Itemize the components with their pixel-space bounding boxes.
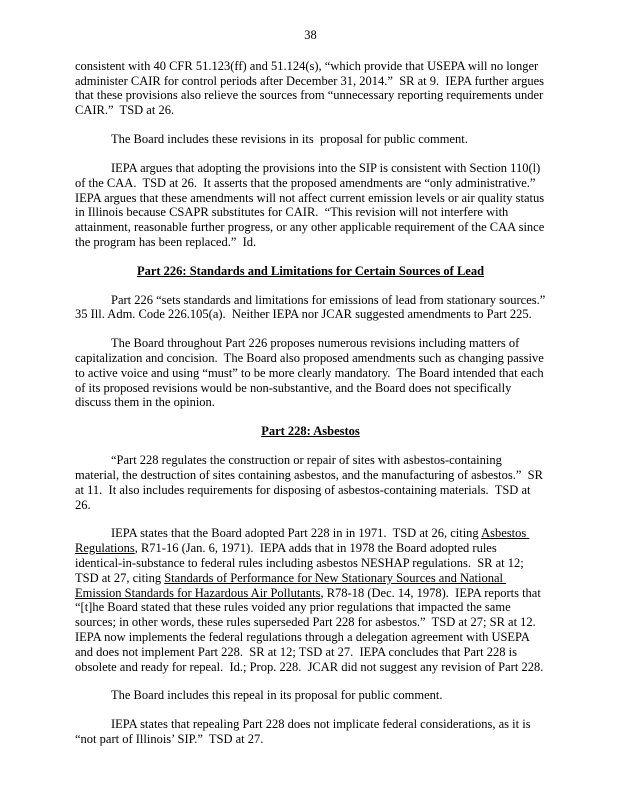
paragraph-iepa-sip-argument: IEPA argues that adopting the provisions into the SIP is consistent with Section 110(l) of the CAA. TSD at 26. It asserts that the proposed amendments are “only administrative.” IEPA argues that these amendments will not affect current emission levels or air quality status in Illinois because CSAPR substitutes for CAIR. “This revision will not interfere with attainment, reasonable further progress, or any other applicable requirement of the CAA since the program has been replaced.” Id. (75, 160, 548, 249)
citation-asbestos-regulations: Asbestos Regulations (75, 526, 530, 556)
paragraph-part-228-description: “Part 228 regulates the construction or repair of sites with asbestos-containing material, the destruction of sites containing asbestos, and the manufacturing of asbestos.” SR at 11. It also includes requirements for disposing of asbestos-containing materials. TSD at 26. (75, 453, 547, 512)
text-run: , R71-16 (Jan. 6, 1971). IEPA adds that in 1978 the Board adopted rules identical-in-substance to federal rules including asbestos NESHAP regulations. SR at 12; TSD at 27, citing (75, 541, 527, 585)
paragraph-board-part-226-revisions: The Board throughout Part 226 proposes numerous revisions including matters of capitalization and concision. The Board also proposed amendments such as changing passive to active voice and using “must” to be more clearly mandatory. The Board intended that each of its proposed revisions would be non-substantive, and the Board does not specifically discuss them in the opinion. (75, 336, 547, 410)
heading-part-228: Part 228: Asbestos (261, 424, 360, 439)
paragraph-cair-continuation: consistent with 40 CFR 51.123(ff) and 51.124(s), “which provide that USEPA will no longer administer CAIR for control periods after December 31, 2014.” SR at 9. IEPA further argues that these provisions also relieve the sources from “unnecessary reporting requirements under CAIR.” TSD at 26. (75, 58, 548, 118)
paragraph-part-228-history (75, 526, 546, 674)
paragraph-board-includes-revisions: The Board includes these revisions in its proposal for public comment. (111, 132, 468, 147)
paragraph-board-includes-repeal: The Board includes this repeal in its proposal for public comment. (111, 688, 443, 703)
heading-part-226: Part 226: Standards and Limitations for Certain Sources of Lead (136, 263, 485, 278)
citation-standards-of-performance: Standards of Performance for New Stationary Sources and National Emission Standards for Hazardous Air Pollutants (75, 570, 507, 600)
text-run: IEPA states that the Board adopted Part 228 in in 1971. TSD at 26, citing (111, 526, 482, 541)
text-run: , R78-18 (Dec. 14, 1978). IEPA reports that “[t]he Board stated that these rules voided any prior regulations that impacted the same sources; in other words, these rules superseded Part 228 for asbestos.” TSD at 27; SR at 12. IEPA now implements the federal regulations through a delegation agreement with USEPA and does not implement Part 228. SR at 12; TSD at 27. IEPA concludes that Part 228 is obsolete and ready for repeal. Id.; Prop. 228. JCAR did not suggest any revision of Part 228. (75, 585, 544, 674)
paragraph-iepa-federal-considerations: IEPA states that repealing Part 228 does not implicate federal considerations, as it is “not part of Illinois’ SIP.” TSD at 27. (75, 717, 534, 747)
paragraph-part-226-standards: Part 226 “sets standards and limitations for emissions of lead from stationary sources.” 35 Ill. Adm. Code 226.105(a). Neither IEPA nor JCAR suggested amendments to Part 225. (75, 292, 552, 322)
page-number: 38 (304, 28, 317, 42)
